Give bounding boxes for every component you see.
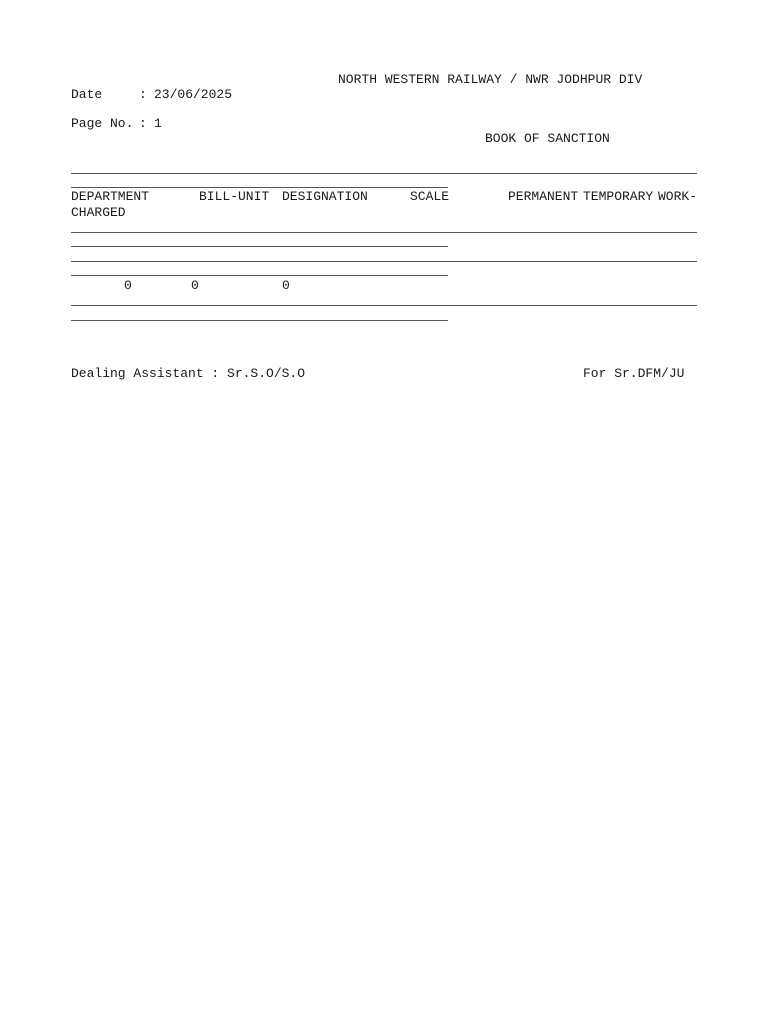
column-header-department: DEPARTMENT xyxy=(71,189,150,204)
column-header-scale: SCALE xyxy=(410,189,450,204)
total-bill-unit: 0 xyxy=(191,278,199,293)
column-header-department-charged: CHARGED xyxy=(71,205,126,220)
column-header-bill-unit: BILL-UNIT xyxy=(199,189,270,204)
page-separator: : xyxy=(139,116,147,131)
column-header-designation: DESIGNATION xyxy=(282,189,368,204)
date-separator: : xyxy=(139,87,147,102)
total-department: 0 xyxy=(124,278,132,293)
page-label: Page No. xyxy=(71,116,134,131)
body-rule xyxy=(71,261,697,262)
column-header-temporary: TEMPORARY xyxy=(583,189,654,204)
organization-title: NORTH WESTERN RAILWAY / NWR JODHPUR DIV xyxy=(338,72,643,87)
book-title: BOOK OF SANCTION xyxy=(485,131,610,146)
column-header-permanent: PERMANENT xyxy=(508,189,579,204)
signatory: For Sr.DFM/JU xyxy=(583,366,685,381)
table-top-rule xyxy=(71,173,697,174)
column-header-work: WORK- xyxy=(658,189,698,204)
page-number: 1 xyxy=(154,116,162,131)
table-top-rule-short xyxy=(71,187,448,188)
header-bottom-rule-short xyxy=(71,246,448,247)
header-bottom-rule xyxy=(71,232,697,233)
date-value: 23/06/2025 xyxy=(154,87,233,102)
totals-bottom-rule xyxy=(71,305,697,306)
dealing-assistant: Dealing Assistant : Sr.S.O/S.O xyxy=(71,366,306,381)
date-label: Date xyxy=(71,87,103,102)
totals-bottom-rule-short xyxy=(71,320,448,321)
total-designation: 0 xyxy=(282,278,290,293)
body-rule-short xyxy=(71,275,448,276)
